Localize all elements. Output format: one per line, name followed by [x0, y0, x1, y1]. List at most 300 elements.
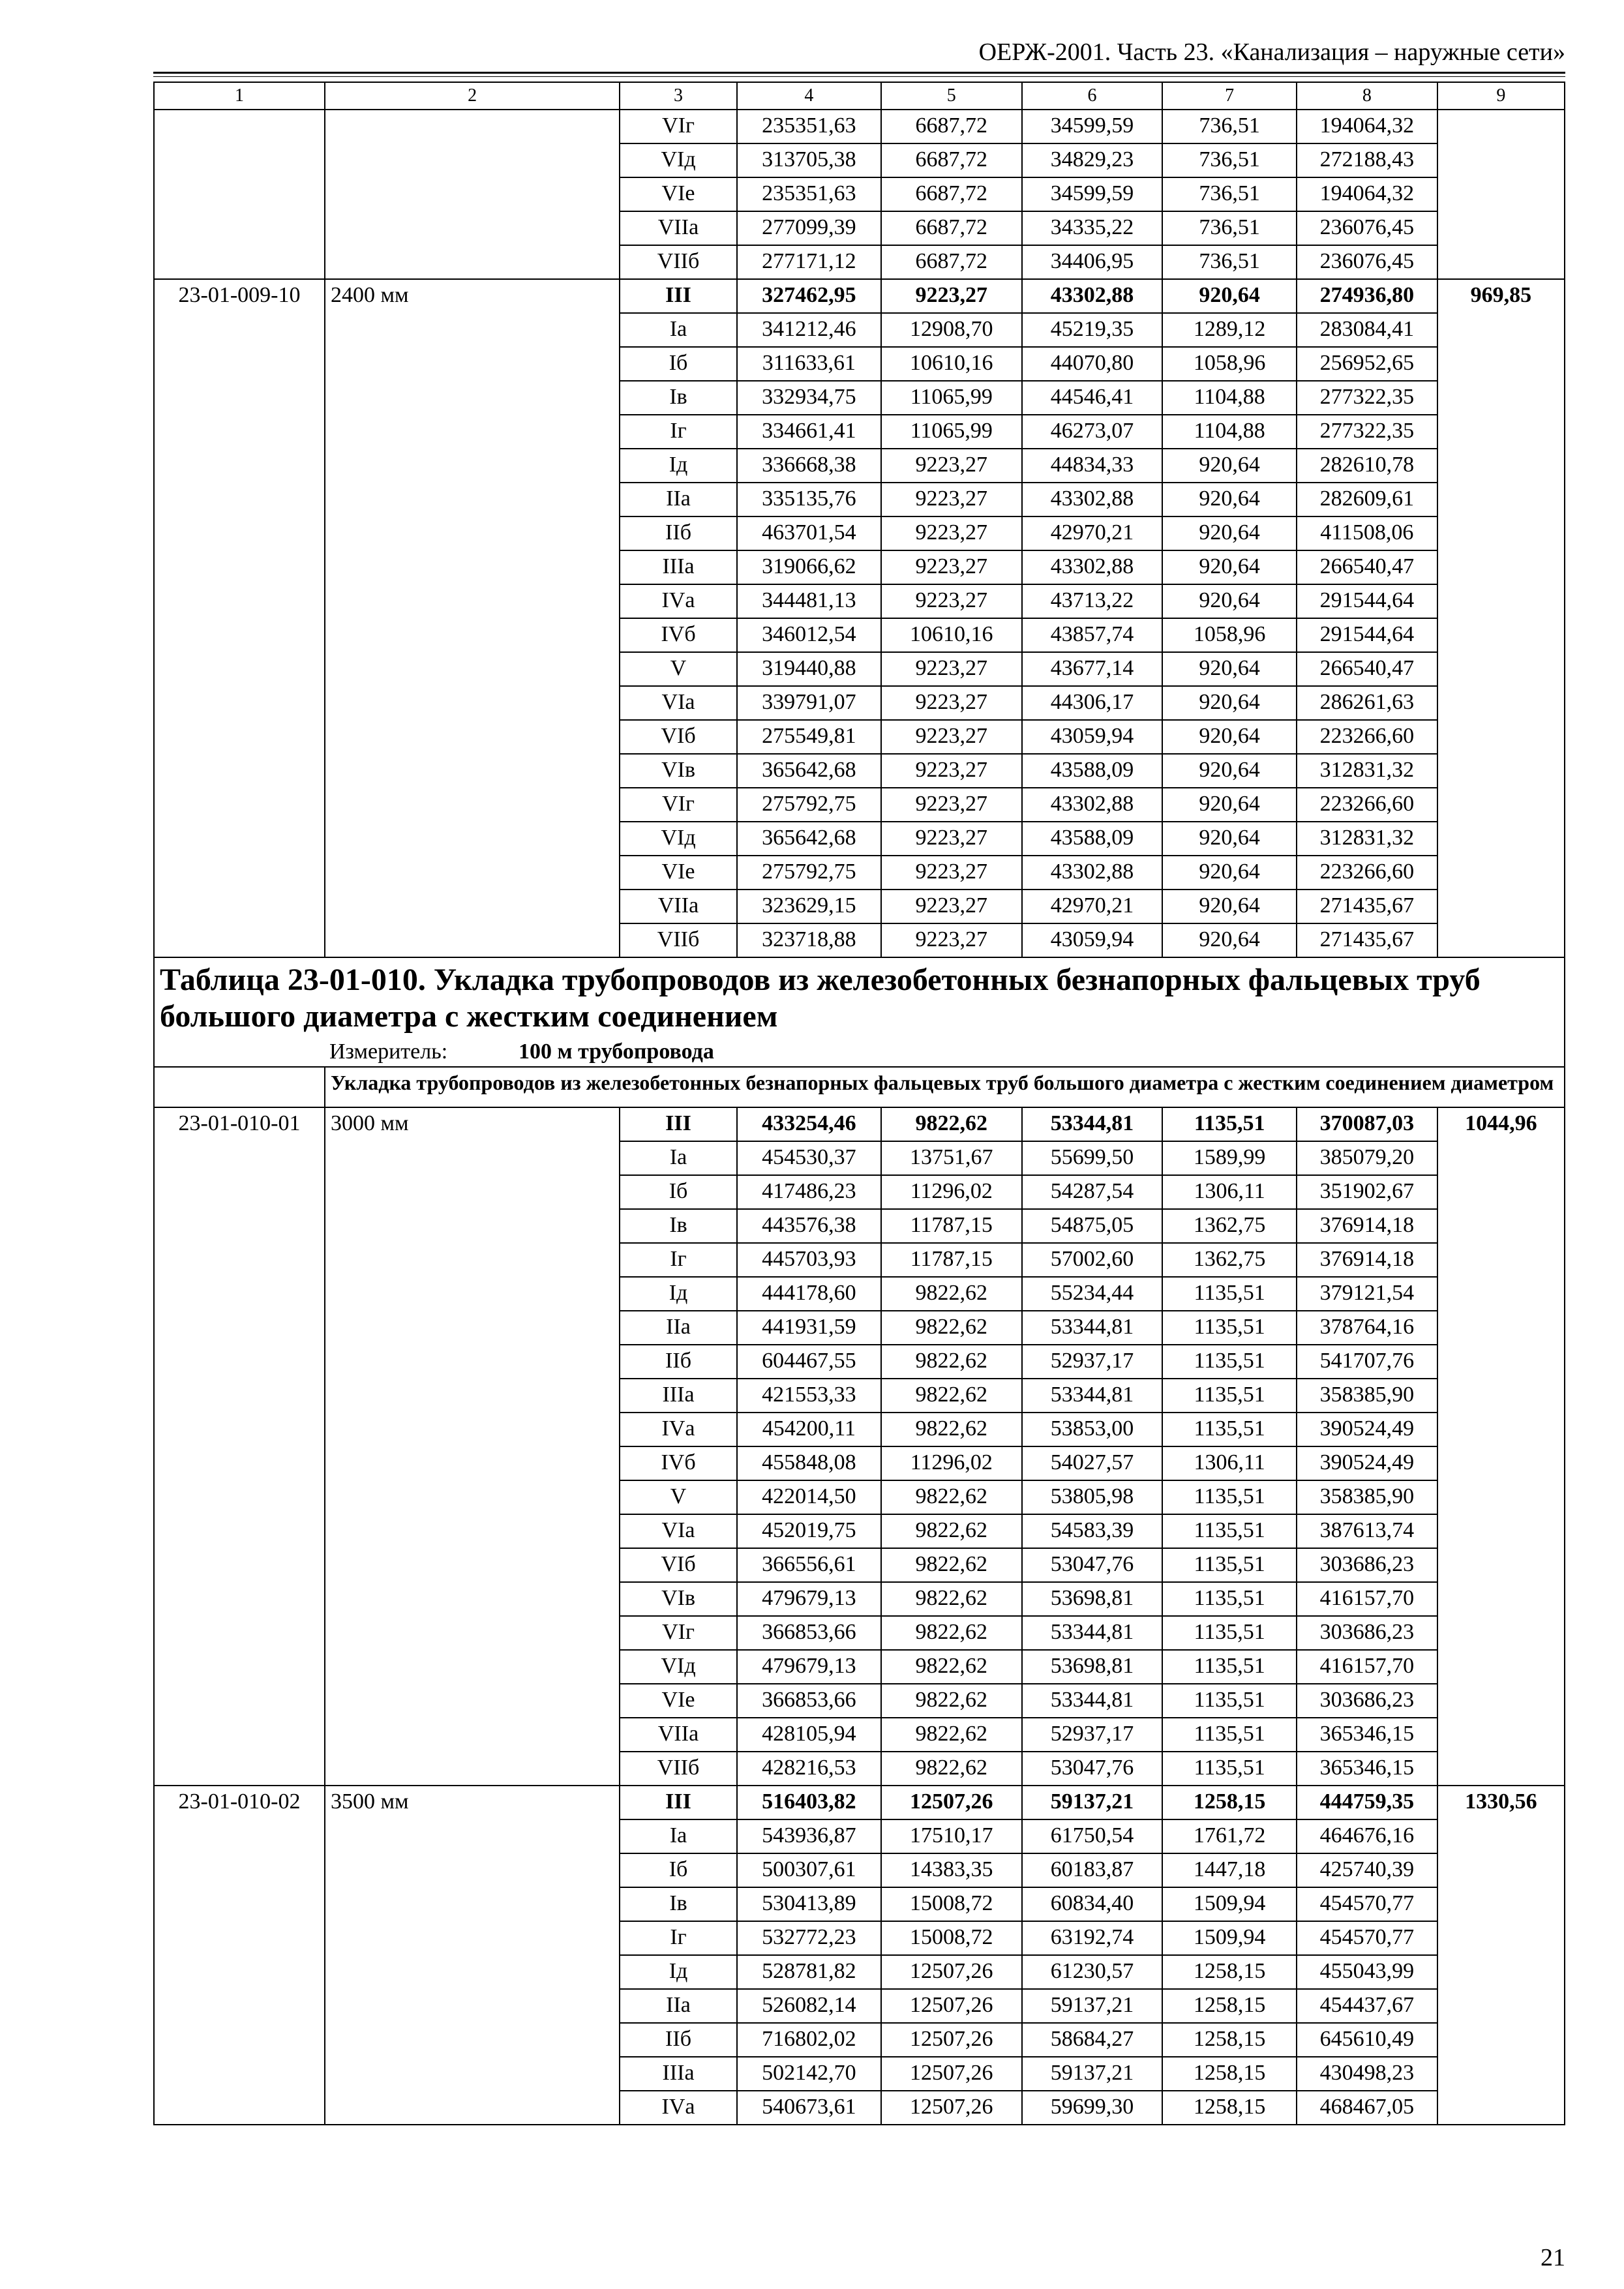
- column-number: 7: [1162, 82, 1297, 110]
- cost-value: 9822,62: [881, 1752, 1022, 1786]
- cost-value: 42970,21: [1022, 890, 1163, 923]
- header-rule-thin: [153, 76, 1565, 77]
- cost-value: 11065,99: [881, 381, 1022, 415]
- cost-value: 335135,76: [737, 483, 881, 516]
- cost-value: 455043,99: [1297, 1955, 1437, 1989]
- cost-value: 59137,21: [1022, 1989, 1163, 2023]
- cost-value: 1258,15: [1162, 1955, 1297, 1989]
- zone-code: VIIб: [620, 245, 737, 279]
- cost-value: 53047,76: [1022, 1548, 1163, 1582]
- cost-value: 12507,26: [881, 1955, 1022, 1989]
- cost-value: 346012,54: [737, 618, 881, 652]
- column-number: 8: [1297, 82, 1437, 110]
- cost-value: 9223,27: [881, 483, 1022, 516]
- cost-value: 55234,44: [1022, 1277, 1163, 1311]
- zone-code: Iа: [620, 1819, 737, 1853]
- cost-value: 223266,60: [1297, 720, 1437, 754]
- cost-value: 54287,54: [1022, 1175, 1163, 1209]
- cost-value: 416157,70: [1297, 1582, 1437, 1616]
- cost-value: 341212,46: [737, 313, 881, 347]
- cost-value: 303686,23: [1297, 1548, 1437, 1582]
- cost-value: 277322,35: [1297, 381, 1437, 415]
- cost-value: 9822,62: [881, 1718, 1022, 1752]
- zone-code: VIг: [620, 1616, 737, 1650]
- zone-code: VIа: [620, 686, 737, 720]
- header-rule: [153, 72, 1565, 74]
- cost-value: 1135,51: [1162, 1480, 1297, 1514]
- zone-code: Iб: [620, 1175, 737, 1209]
- cost-value: 43857,74: [1022, 618, 1163, 652]
- cost-value: 444759,35: [1297, 1786, 1437, 1819]
- cost-value: 11296,02: [881, 1175, 1022, 1209]
- table-title-cell: [154, 957, 1565, 1067]
- cost-value: 12507,26: [881, 1786, 1022, 1819]
- cost-value: 1761,72: [1162, 1819, 1297, 1853]
- cost-value: 271435,67: [1297, 923, 1437, 957]
- cost-value: 45219,35: [1022, 313, 1163, 347]
- cost-value: 334661,41: [737, 415, 881, 449]
- cost-value: 9822,62: [881, 1345, 1022, 1379]
- cost-value: 274936,80: [1297, 279, 1437, 313]
- zone-code: VIд: [620, 143, 737, 177]
- cost-value: 42970,21: [1022, 516, 1163, 550]
- cost-value: 10610,16: [881, 618, 1022, 652]
- cost-value: 339791,07: [737, 686, 881, 720]
- cost-value: 443576,38: [737, 1209, 881, 1243]
- zone-code: VIIб: [620, 1752, 737, 1786]
- zone-code: IVа: [620, 2091, 737, 2125]
- cost-value: 223266,60: [1297, 856, 1437, 890]
- cost-value: 421553,33: [737, 1379, 881, 1413]
- zone-code: Iв: [620, 381, 737, 415]
- cost-value: 920,64: [1162, 923, 1297, 957]
- cost-value: 9223,27: [881, 279, 1022, 313]
- cost-value: 454570,77: [1297, 1887, 1437, 1921]
- empty-cell: [325, 110, 620, 279]
- cost-value: 1135,51: [1162, 1379, 1297, 1413]
- section-description-row: [154, 1067, 1565, 1107]
- cost-value: 53698,81: [1022, 1582, 1163, 1616]
- labor-value: 1044,96: [1437, 1107, 1565, 1786]
- cost-value: 303686,23: [1297, 1684, 1437, 1718]
- cost-value: 358385,90: [1297, 1379, 1437, 1413]
- cost-value: 54875,05: [1022, 1209, 1163, 1243]
- cost-value: 1135,51: [1162, 1616, 1297, 1650]
- zone-code: IVа: [620, 584, 737, 618]
- cost-value: 645610,49: [1297, 2023, 1437, 2057]
- cost-value: 1058,96: [1162, 618, 1297, 652]
- cost-value: 59699,30: [1022, 2091, 1163, 2125]
- cost-value: 57002,60: [1022, 1243, 1163, 1277]
- cost-value: 387613,74: [1297, 1514, 1437, 1548]
- zone-code: Iа: [620, 1141, 737, 1175]
- cost-value: 194064,32: [1297, 177, 1437, 211]
- cost-value: 12908,70: [881, 313, 1022, 347]
- cost-value: 920,64: [1162, 686, 1297, 720]
- cost-value: 1104,88: [1162, 381, 1297, 415]
- column-number-row: [154, 82, 1565, 110]
- measure-unit-label: Измеритель:: [329, 1040, 448, 1064]
- cost-value: 11787,15: [881, 1243, 1022, 1277]
- cost-value: 454200,11: [737, 1413, 881, 1446]
- cost-value: 540673,61: [737, 2091, 881, 2125]
- cost-value: 11296,02: [881, 1446, 1022, 1480]
- cost-value: 275792,75: [737, 856, 881, 890]
- cost-value: 1509,94: [1162, 1887, 1297, 1921]
- cost-value: 920,64: [1162, 754, 1297, 788]
- cost-value: 61750,54: [1022, 1819, 1163, 1853]
- zone-code: VIд: [620, 822, 737, 856]
- cost-value: 454570,77: [1297, 1921, 1437, 1955]
- cost-value: 14383,35: [881, 1853, 1022, 1887]
- zone-code: VIб: [620, 720, 737, 754]
- cost-value: 54027,57: [1022, 1446, 1163, 1480]
- cost-value: 6687,72: [881, 211, 1022, 245]
- cost-value: 920,64: [1162, 279, 1297, 313]
- cost-value: 530413,89: [737, 1887, 881, 1921]
- cost-value: 1135,51: [1162, 1548, 1297, 1582]
- cost-value: 9223,27: [881, 686, 1022, 720]
- cost-value: 34599,59: [1022, 110, 1163, 143]
- cost-value: 9822,62: [881, 1582, 1022, 1616]
- cost-value: 15008,72: [881, 1887, 1022, 1921]
- cost-value: 428105,94: [737, 1718, 881, 1752]
- zone-code: IIа: [620, 1989, 737, 2023]
- cost-value: 479679,13: [737, 1582, 881, 1616]
- cost-value: 1258,15: [1162, 2057, 1297, 2091]
- cost-value: 10610,16: [881, 347, 1022, 381]
- cost-value: 1362,75: [1162, 1243, 1297, 1277]
- cost-value: 53344,81: [1022, 1616, 1163, 1650]
- zone-code: IIа: [620, 483, 737, 516]
- cost-value: 266540,47: [1297, 550, 1437, 584]
- cost-value: 920,64: [1162, 856, 1297, 890]
- zone-code: IVа: [620, 1413, 737, 1446]
- cost-value: 53344,81: [1022, 1311, 1163, 1345]
- labor-value: 969,85: [1437, 279, 1565, 957]
- zone-code: VIв: [620, 754, 737, 788]
- cost-value: 1104,88: [1162, 415, 1297, 449]
- cost-value: 1135,51: [1162, 1277, 1297, 1311]
- column-number: 4: [737, 82, 881, 110]
- cost-value: 12507,26: [881, 2057, 1022, 2091]
- cost-value: 43059,94: [1022, 720, 1163, 754]
- zone-code: VIIб: [620, 923, 737, 957]
- cost-value: 920,64: [1162, 584, 1297, 618]
- section-description: Укладка трубопроводов из железобетонных безнапорных фальцевых труб большого диаметра с жестким соединением диаметром: [325, 1067, 1565, 1107]
- cost-value: 43302,88: [1022, 550, 1163, 584]
- cost-value: 53047,76: [1022, 1752, 1163, 1786]
- cost-value: 1135,51: [1162, 1107, 1297, 1141]
- cost-value: 275792,75: [737, 788, 881, 822]
- zone-code: IVб: [620, 1446, 737, 1480]
- cost-value: 282610,78: [1297, 449, 1437, 483]
- cost-value: 9223,27: [881, 720, 1022, 754]
- cost-value: 194064,32: [1297, 110, 1437, 143]
- cost-value: 53698,81: [1022, 1650, 1163, 1684]
- cost-value: 502142,70: [737, 2057, 881, 2091]
- cost-value: 283084,41: [1297, 313, 1437, 347]
- zone-code: VIа: [620, 1514, 737, 1548]
- cost-value: 920,64: [1162, 720, 1297, 754]
- zone-code: Iа: [620, 313, 737, 347]
- cost-value: 411508,06: [1297, 516, 1437, 550]
- zone-code: III: [620, 1107, 737, 1141]
- cost-value: 271435,67: [1297, 890, 1437, 923]
- cost-value: 428216,53: [737, 1752, 881, 1786]
- zone-code: VIб: [620, 1548, 737, 1582]
- cost-value: 59137,21: [1022, 2057, 1163, 2091]
- cost-value: 9223,27: [881, 822, 1022, 856]
- cost-value: 358385,90: [1297, 1480, 1437, 1514]
- rates-table: [153, 82, 1565, 2125]
- zone-code: VIIа: [620, 890, 737, 923]
- cost-value: 54583,39: [1022, 1514, 1163, 1548]
- cost-value: 9822,62: [881, 1616, 1022, 1650]
- cost-value: 15008,72: [881, 1921, 1022, 1955]
- cost-value: 344481,13: [737, 584, 881, 618]
- cost-value: 34829,23: [1022, 143, 1163, 177]
- cost-value: 920,64: [1162, 483, 1297, 516]
- zone-code: Iг: [620, 1921, 737, 1955]
- cost-value: 736,51: [1162, 211, 1297, 245]
- cost-value: 9822,62: [881, 1480, 1022, 1514]
- cost-value: 422014,50: [737, 1480, 881, 1514]
- cost-value: 9822,62: [881, 1311, 1022, 1345]
- cost-value: 332934,75: [737, 381, 881, 415]
- zone-code: VIе: [620, 1684, 737, 1718]
- zone-code: IIб: [620, 516, 737, 550]
- cost-value: 256952,65: [1297, 347, 1437, 381]
- zone-code: IIIа: [620, 2057, 737, 2091]
- cost-value: 11787,15: [881, 1209, 1022, 1243]
- column-number: 2: [325, 82, 620, 110]
- cost-value: 12507,26: [881, 2091, 1022, 2125]
- cost-value: 327462,95: [737, 279, 881, 313]
- cost-value: 44834,33: [1022, 449, 1163, 483]
- cost-value: 63192,74: [1022, 1921, 1163, 1955]
- cost-value: 43302,88: [1022, 483, 1163, 516]
- column-number: 6: [1022, 82, 1163, 110]
- cost-value: 9822,62: [881, 1548, 1022, 1582]
- cost-value: 365642,68: [737, 754, 881, 788]
- cost-value: 543936,87: [737, 1819, 881, 1853]
- cost-value: 433254,46: [737, 1107, 881, 1141]
- cost-value: 17510,17: [881, 1819, 1022, 1853]
- zone-code: IIIа: [620, 550, 737, 584]
- cost-value: 351902,67: [1297, 1175, 1437, 1209]
- cost-value: 61230,57: [1022, 1955, 1163, 1989]
- table-row: [154, 110, 1565, 143]
- cost-value: 736,51: [1162, 143, 1297, 177]
- cost-value: 1135,51: [1162, 1345, 1297, 1379]
- measure-unit-value: 100 м трубопровода: [519, 1040, 714, 1064]
- cost-value: 455848,08: [737, 1446, 881, 1480]
- cost-value: 452019,75: [737, 1514, 881, 1548]
- cost-value: 43713,22: [1022, 584, 1163, 618]
- cost-value: 236076,45: [1297, 245, 1437, 279]
- cost-value: 920,64: [1162, 788, 1297, 822]
- zone-code: VIIа: [620, 1718, 737, 1752]
- cost-value: 1258,15: [1162, 1786, 1297, 1819]
- running-header: ОЕРЖ-2001. Часть 23. «Канализация – наружные сети»: [978, 38, 1565, 66]
- cost-value: 6687,72: [881, 245, 1022, 279]
- cost-value: 1135,51: [1162, 1582, 1297, 1616]
- zone-code: VIв: [620, 1582, 737, 1616]
- cost-value: 9223,27: [881, 856, 1022, 890]
- cost-value: 500307,61: [737, 1853, 881, 1887]
- zone-code: IIа: [620, 1311, 737, 1345]
- cost-value: 526082,14: [737, 1989, 881, 2023]
- cost-value: 55699,50: [1022, 1141, 1163, 1175]
- cost-value: 1135,51: [1162, 1311, 1297, 1345]
- cost-value: 319066,62: [737, 550, 881, 584]
- cost-value: 385079,20: [1297, 1141, 1437, 1175]
- cost-value: 12507,26: [881, 2023, 1022, 2057]
- cost-value: 370087,03: [1297, 1107, 1437, 1141]
- cost-value: 736,51: [1162, 177, 1297, 211]
- cost-value: 59137,21: [1022, 1786, 1163, 1819]
- cost-value: 9822,62: [881, 1514, 1022, 1548]
- cost-value: 9223,27: [881, 516, 1022, 550]
- cost-value: 311633,61: [737, 347, 881, 381]
- measure-unit-line: [160, 1038, 1559, 1066]
- cost-value: 1135,51: [1162, 1684, 1297, 1718]
- cost-value: 53344,81: [1022, 1379, 1163, 1413]
- cost-value: 454437,67: [1297, 1989, 1437, 2023]
- cost-value: 920,64: [1162, 550, 1297, 584]
- cost-value: 390524,49: [1297, 1446, 1437, 1480]
- cost-value: 376914,18: [1297, 1209, 1437, 1243]
- cost-value: 454530,37: [737, 1141, 881, 1175]
- cost-value: 9822,62: [881, 1277, 1022, 1311]
- cost-value: 43588,09: [1022, 754, 1163, 788]
- cost-value: 46273,07: [1022, 415, 1163, 449]
- cost-value: 1258,15: [1162, 1989, 1297, 2023]
- cost-value: 9223,27: [881, 449, 1022, 483]
- zone-code: VIIа: [620, 211, 737, 245]
- cost-value: 43677,14: [1022, 652, 1163, 686]
- zone-code: Iг: [620, 415, 737, 449]
- zone-code: Iб: [620, 347, 737, 381]
- cost-value: 53344,81: [1022, 1107, 1163, 1141]
- cost-value: 365346,15: [1297, 1752, 1437, 1786]
- cost-value: 920,64: [1162, 890, 1297, 923]
- cost-value: 441931,59: [737, 1311, 881, 1345]
- cost-value: 43302,88: [1022, 279, 1163, 313]
- cost-value: 43059,94: [1022, 923, 1163, 957]
- zone-code: IVб: [620, 618, 737, 652]
- cost-value: 920,64: [1162, 652, 1297, 686]
- cost-value: 417486,23: [737, 1175, 881, 1209]
- cost-value: 323629,15: [737, 890, 881, 923]
- cost-value: 379121,54: [1297, 1277, 1437, 1311]
- cost-value: 716802,02: [737, 2023, 881, 2057]
- cost-value: 9822,62: [881, 1413, 1022, 1446]
- cost-value: 1362,75: [1162, 1209, 1297, 1243]
- cost-value: 390524,49: [1297, 1413, 1437, 1446]
- cost-value: 1447,18: [1162, 1853, 1297, 1887]
- cost-value: 920,64: [1162, 822, 1297, 856]
- position-code: 23-01-010-01: [154, 1107, 325, 1786]
- cost-value: 6687,72: [881, 177, 1022, 211]
- cost-value: 9822,62: [881, 1107, 1022, 1141]
- cost-value: 60834,40: [1022, 1887, 1163, 1921]
- cost-value: 9223,27: [881, 890, 1022, 923]
- empty-cell: [154, 110, 325, 279]
- labor-value: [1437, 110, 1565, 279]
- cost-value: 920,64: [1162, 449, 1297, 483]
- cost-value: 319440,88: [737, 652, 881, 686]
- cost-value: 378764,16: [1297, 1311, 1437, 1345]
- cost-value: 1258,15: [1162, 2023, 1297, 2057]
- cost-value: 282609,61: [1297, 483, 1437, 516]
- cost-value: 291544,64: [1297, 618, 1437, 652]
- cost-value: 313705,38: [737, 143, 881, 177]
- table-row: [154, 1107, 1565, 1141]
- zone-code: V: [620, 1480, 737, 1514]
- cost-value: 43302,88: [1022, 788, 1163, 822]
- cost-value: 416157,70: [1297, 1650, 1437, 1684]
- cost-value: 366556,61: [737, 1548, 881, 1582]
- zone-code: Iд: [620, 449, 737, 483]
- cost-value: 53853,00: [1022, 1413, 1163, 1446]
- zone-code: V: [620, 652, 737, 686]
- cost-value: 528781,82: [737, 1955, 881, 1989]
- cost-value: 277322,35: [1297, 415, 1437, 449]
- cost-value: 366853,66: [737, 1684, 881, 1718]
- cost-value: 44546,41: [1022, 381, 1163, 415]
- cost-value: 736,51: [1162, 245, 1297, 279]
- table-row: [154, 279, 1565, 313]
- position-code: 23-01-009-10: [154, 279, 325, 957]
- cost-value: 60183,87: [1022, 1853, 1163, 1887]
- zone-code: Iб: [620, 1853, 737, 1887]
- cost-value: 58684,27: [1022, 2023, 1163, 2057]
- cost-value: 532772,23: [737, 1921, 881, 1955]
- table-title: Таблица 23-01-010. Укладка трубопроводов из железобетонных безнапорных фальцевых труб большого диаметра с жестким соединением: [160, 963, 1481, 1034]
- zone-code: VIд: [620, 1650, 737, 1684]
- zone-code: VIе: [620, 856, 737, 890]
- zone-code: Iг: [620, 1243, 737, 1277]
- zone-code: Iд: [620, 1955, 737, 1989]
- cost-value: 34335,22: [1022, 211, 1163, 245]
- cost-value: 1135,51: [1162, 1413, 1297, 1446]
- cost-value: 604467,55: [737, 1345, 881, 1379]
- cost-value: 277099,39: [737, 211, 881, 245]
- zone-code: VIе: [620, 177, 737, 211]
- cost-value: 1135,51: [1162, 1514, 1297, 1548]
- cost-value: 1135,51: [1162, 1650, 1297, 1684]
- cost-value: 34406,95: [1022, 245, 1163, 279]
- cost-value: 223266,60: [1297, 788, 1437, 822]
- cost-value: 376914,18: [1297, 1243, 1437, 1277]
- cost-value: 1135,51: [1162, 1752, 1297, 1786]
- cost-value: 9223,27: [881, 788, 1022, 822]
- column-number: 1: [154, 82, 325, 110]
- cost-value: 365346,15: [1297, 1718, 1437, 1752]
- cost-value: 1589,99: [1162, 1141, 1297, 1175]
- cost-value: 291544,64: [1297, 584, 1437, 618]
- cost-value: 9223,27: [881, 584, 1022, 618]
- cost-value: 9223,27: [881, 754, 1022, 788]
- cost-value: 44306,17: [1022, 686, 1163, 720]
- column-number: 9: [1437, 82, 1565, 110]
- cost-value: 312831,32: [1297, 822, 1437, 856]
- cost-value: 9223,27: [881, 923, 1022, 957]
- cost-value: 9223,27: [881, 550, 1022, 584]
- cost-value: 275549,81: [737, 720, 881, 754]
